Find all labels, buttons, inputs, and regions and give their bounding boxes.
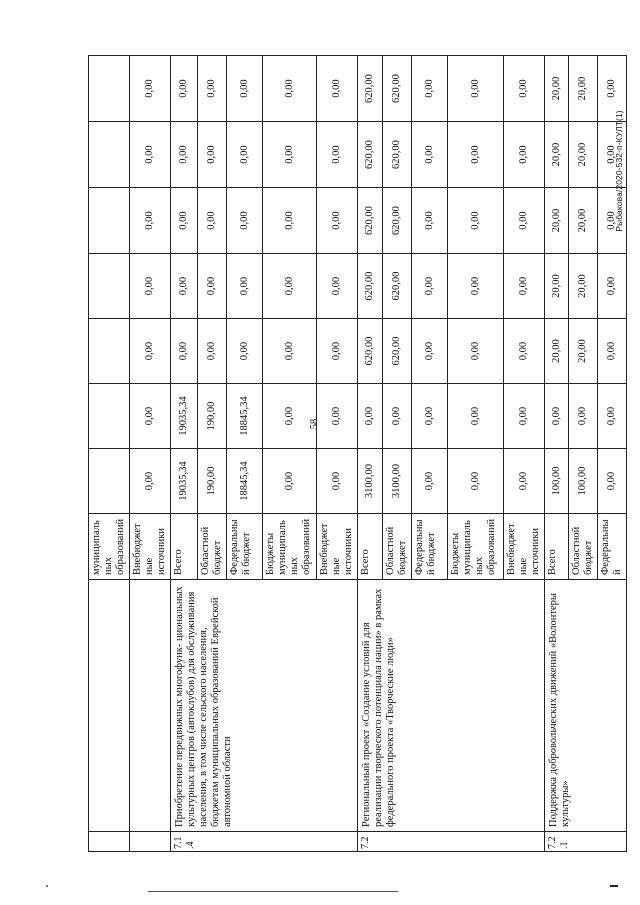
funding-source-cell: Всего bbox=[545, 514, 569, 580]
value-cell: 0,00 bbox=[263, 319, 317, 384]
value-cell: 0,00 bbox=[569, 384, 598, 449]
value-cell: 0,00 bbox=[130, 56, 171, 122]
value-cell: 20,00 bbox=[569, 122, 598, 188]
funding-source-cell: Бюджеты муниципальных образований bbox=[448, 514, 504, 580]
value-cell: 620,00 bbox=[383, 56, 412, 122]
value-cell: 0,00 bbox=[448, 188, 504, 254]
table-row bbox=[89, 56, 130, 852]
row-code-line: 7.2 bbox=[360, 836, 371, 849]
value-cell: 0,00 bbox=[412, 319, 448, 384]
row-name-cell bbox=[89, 580, 130, 832]
funding-source-cell: Внебюджетные источники bbox=[317, 514, 358, 580]
value-cell: 0,00 bbox=[317, 384, 358, 449]
value-cell: 20,00 bbox=[569, 188, 598, 254]
table-row bbox=[358, 56, 383, 852]
value-cell: 0,00 bbox=[317, 449, 358, 514]
row-code-cell bbox=[171, 832, 358, 852]
value-cell: 0,00 bbox=[227, 122, 263, 188]
row-code-cell bbox=[358, 832, 545, 852]
scan-speck bbox=[610, 885, 618, 887]
value-cell: 20,00 bbox=[545, 122, 569, 188]
value-cell: 0,00 bbox=[171, 56, 198, 122]
funding-source-cell: Областной бюджет bbox=[569, 514, 598, 580]
value-cell: 20,00 bbox=[545, 254, 569, 319]
row-code-line: .4 bbox=[185, 841, 196, 849]
value-cell: 620,00 bbox=[358, 319, 383, 384]
value-cell: 0,00 bbox=[198, 254, 227, 319]
funding-source-cell: Федеральный бюджет bbox=[227, 514, 263, 580]
value-cell: 20,00 bbox=[569, 254, 598, 319]
value-cell: 20,00 bbox=[545, 188, 569, 254]
funding-source-cell: Внебюджетные источники bbox=[504, 514, 545, 580]
value-cell: 0,00 bbox=[504, 254, 545, 319]
value-cell: 0,00 bbox=[198, 188, 227, 254]
value-cell: 0,00 bbox=[412, 188, 448, 254]
value-cell: 0,00 bbox=[598, 254, 627, 319]
value-cell: 0,00 bbox=[317, 122, 358, 188]
value-cell: 19035,34 bbox=[171, 384, 198, 449]
value-cell: 19035,34 bbox=[171, 449, 198, 514]
scan-speck bbox=[46, 885, 48, 887]
value-cell: 620,00 bbox=[383, 254, 412, 319]
value-cell: 0,00 bbox=[317, 56, 358, 122]
value-cell: 0,00 bbox=[130, 319, 171, 384]
funding-source-cell: Областной бюджет bbox=[198, 514, 227, 580]
value-cell: 190,00 bbox=[198, 449, 227, 514]
value-cell: 0,00 bbox=[130, 122, 171, 188]
funding-source-cell: Областной бюджет bbox=[383, 514, 412, 580]
row-code-cell bbox=[89, 832, 130, 852]
value-cell: 0,00 bbox=[598, 449, 627, 514]
table-row bbox=[171, 56, 198, 852]
value-cell: 0,00 bbox=[263, 56, 317, 122]
funding-source-cell: Всего bbox=[171, 514, 198, 580]
value-cell: 0,00 bbox=[448, 449, 504, 514]
value-cell: 0,00 bbox=[171, 319, 198, 384]
value-cell: 18845,34 bbox=[227, 449, 263, 514]
value-cell: 0,00 bbox=[598, 188, 627, 254]
value-cell: 0,00 bbox=[412, 56, 448, 122]
value-cell bbox=[89, 449, 130, 514]
value-cell bbox=[89, 319, 130, 384]
value-cell: 0,00 bbox=[504, 56, 545, 122]
row-name-cell: Региональный проект «Создание условий для реализации творческого потенциала нации» в рамках федерального проекта «Творческие люди» bbox=[358, 580, 545, 832]
value-cell: 620,00 bbox=[383, 122, 412, 188]
value-cell: 0,00 bbox=[504, 319, 545, 384]
row-code-line: 7.2 bbox=[547, 836, 558, 849]
row-code-line: .1 bbox=[559, 841, 570, 849]
funding-source-cell: Бюджеты муниципальных образований bbox=[263, 514, 317, 580]
row-name-cell: Приобретение передвижных многофунк- циональных культурных центров (автоклубов) для обслуживания населения, в том числе сельского населения, бюджетам муниципальных образований Еврейской автономной области bbox=[171, 580, 358, 832]
value-cell bbox=[89, 188, 130, 254]
value-cell: 0,00 bbox=[263, 122, 317, 188]
table-row bbox=[545, 56, 569, 852]
funding-source-cell: Федеральный бюджет bbox=[412, 514, 448, 580]
value-cell: 0,00 bbox=[227, 254, 263, 319]
row-name-cell: Поддержка добровольческих движений «Волонтеры культуры» bbox=[545, 580, 627, 832]
value-cell: 100,00 bbox=[545, 449, 569, 514]
value-cell: 0,00 bbox=[504, 188, 545, 254]
value-cell: 0,00 bbox=[448, 254, 504, 319]
row-code-cell bbox=[545, 832, 627, 852]
value-cell: 0,00 bbox=[448, 319, 504, 384]
value-cell: 3100,00 bbox=[358, 449, 383, 514]
value-cell: 0,00 bbox=[130, 384, 171, 449]
value-cell: 20,00 bbox=[545, 56, 569, 122]
value-cell: 620,00 bbox=[358, 188, 383, 254]
value-cell: 20,00 bbox=[545, 319, 569, 384]
funding-source-cell: Федеральный bbox=[598, 514, 627, 580]
value-cell bbox=[89, 254, 130, 319]
value-cell: 620,00 bbox=[358, 122, 383, 188]
value-cell: 0,00 bbox=[412, 122, 448, 188]
value-cell: 0,00 bbox=[317, 254, 358, 319]
value-cell: 0,00 bbox=[545, 384, 569, 449]
funding-source-cell: муниципальных образований bbox=[89, 514, 130, 580]
value-cell: 0,00 bbox=[504, 384, 545, 449]
document-code: Рыбакова/2020-532-п-КУЛТ(1) bbox=[614, 110, 624, 232]
value-cell bbox=[89, 122, 130, 188]
value-cell: 0,00 bbox=[263, 384, 317, 449]
scan-line bbox=[148, 891, 398, 892]
value-cell: 0,00 bbox=[263, 449, 317, 514]
value-cell: 100,00 bbox=[569, 449, 598, 514]
value-cell: 0,00 bbox=[130, 188, 171, 254]
value-cell: 0,00 bbox=[412, 449, 448, 514]
value-cell: 0,00 bbox=[227, 56, 263, 122]
value-cell: 0,00 bbox=[171, 254, 198, 319]
value-cell: 0,00 bbox=[448, 384, 504, 449]
value-cell bbox=[89, 384, 130, 449]
value-cell: 0,00 bbox=[358, 384, 383, 449]
value-cell: 620,00 bbox=[383, 319, 412, 384]
value-cell: 20,00 bbox=[569, 56, 598, 122]
value-cell: 0,00 bbox=[412, 254, 448, 319]
value-cell: 190,00 bbox=[198, 384, 227, 449]
value-cell: 0,00 bbox=[171, 122, 198, 188]
value-cell: 0,00 bbox=[130, 254, 171, 319]
value-cell: 0,00 bbox=[198, 122, 227, 188]
value-cell: 0,00 bbox=[448, 56, 504, 122]
row-code-line: 7.1 bbox=[173, 836, 184, 849]
value-cell: 0,00 bbox=[227, 319, 263, 384]
value-cell: 0,00 bbox=[263, 254, 317, 319]
value-cell: 0,00 bbox=[317, 188, 358, 254]
value-cell: 0,00 bbox=[448, 122, 504, 188]
funding-source-cell: Всего bbox=[358, 514, 383, 580]
budget-table bbox=[88, 55, 627, 852]
value-cell: 0,00 bbox=[198, 319, 227, 384]
value-cell bbox=[89, 56, 130, 122]
value-cell: 620,00 bbox=[383, 188, 412, 254]
value-cell: 0,00 bbox=[227, 188, 263, 254]
value-cell: 620,00 bbox=[358, 56, 383, 122]
value-cell: 3100,00 bbox=[383, 449, 412, 514]
value-cell: 0,00 bbox=[412, 384, 448, 449]
value-cell: 0,00 bbox=[171, 188, 198, 254]
value-cell: 0,00 bbox=[130, 449, 171, 514]
value-cell: 20,00 bbox=[569, 319, 598, 384]
value-cell: 0,00 bbox=[598, 122, 627, 188]
value-cell: 0,00 bbox=[598, 319, 627, 384]
row-name-cell bbox=[130, 580, 171, 832]
value-cell: 0,00 bbox=[598, 56, 627, 122]
funding-source-cell: Внебюджетные источники bbox=[130, 514, 171, 580]
value-cell: 0,00 bbox=[504, 122, 545, 188]
value-cell: 0,00 bbox=[598, 384, 627, 449]
value-cell: 18845,34 bbox=[227, 384, 263, 449]
value-cell: 0,00 bbox=[198, 56, 227, 122]
value-cell: 0,00 bbox=[263, 188, 317, 254]
value-cell: 0,00 bbox=[317, 319, 358, 384]
row-code-cell bbox=[130, 832, 171, 852]
page-number: 58 bbox=[309, 418, 320, 430]
value-cell: 0,00 bbox=[504, 449, 545, 514]
value-cell: 620,00 bbox=[358, 254, 383, 319]
table-row bbox=[130, 56, 171, 852]
value-cell: 0,00 bbox=[383, 384, 412, 449]
